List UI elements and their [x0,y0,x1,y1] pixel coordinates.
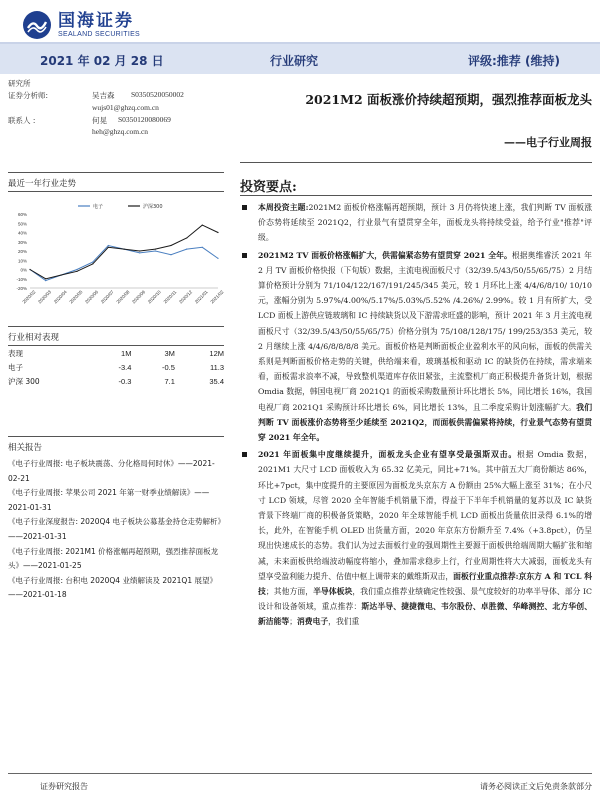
divider [240,162,592,163]
invest-heading: 投资要点: [240,180,297,195]
data-point [155,249,156,250]
para-text: 根据奥维睿沃 2021 年 2 月 TV 面板价格快报（下旬版）数据，主流电视面板尺寸（32/39.5/43/50/55/65/75）2 月结算价格预计分别为 71/104/122/167/191/245/345 美元，较 1 月环比上涨 4/4/6/8/10/ 10/10 元，涨幅分别为 5.97%/4.00%/5.17%/5.03%/5.52% /4.26%/ 2.99%。较 1 月有所扩大，受 LCD 面板上游供应链玻璃和 IC 持续缺货以及下游需求旺盛的影响，预计 2021 年 3 月主流电视面板尺寸（32/39.5/43/50/55/65/75）价格分别为 75/108/128/175/ 199/253/353 美元，较 2 月继续上涨 4/4/6/8/8/8/8 美元。面板价格是判断面板企业盈利水平的风向标，面板的供需关系则是判断面板价格走势的关键，供给端来看，玻璃基板和驱动 IC 的缺货仍在持续，需求端来看，面板需求浪率不减，导致整机渠道库存依旧紧张，主流整机厂商正积极提升备货计划，根据 Omdia 数据，韩国电视厂商 2021Q1 的面板采购数量预计环比增长 5%，同比增长 16%，我国电视厂商 2021Q1 采购预计环比增长 6%，同比增长 13%，且二季度采购计划涨幅扩大。 [258,250,592,412]
industry-trend-chart [8,200,224,310]
table-cell: 11.3 [209,362,224,372]
table-row [8,360,224,374]
related-report-link[interactable]: 《电子行业周报: 台积电 2020Q4 业绩解读及 2021Q1 展望》——2021-01-18 [8,575,217,600]
para-text: 根据 Omdia 数据，2021M1 大尺寸 LCD 面板收入为 65.32 亿美元，同比+71%。其中前五大厂商份额达 86%，环比+7pct，集中度提升的主要原因为面板龙头京东方 A 份额由 25%大幅上涨至 31%；在小尺寸 LCD 领域，尽管 2020 全年智能手机销量下滑，得益于下半年手机销量的复苏以及 IC 缺货背景下终端厂商的积极备货策略，2020 年全球智能手机 LCD 面板出货量依旧录得 6.1%的增长，此外，在智能手机 OLED 出货量方面，2020 年京东方份额升至 7.4%（+3.8pct），仍呈现出快速成长的态势。我们认为过去面板行业的强周期性主要源于面板供给端周期大幅扩张和缩减，未来面板供给端波动幅度将缩小，叠加需求稳步上行，行业周期性将大大减弱，面板龙头有望享受盈利能力提升、估值中枢上调带来的戴维斯双击， [258,450,592,581]
table-cell: -3.4 [118,362,132,372]
data-point [45,280,46,281]
para-emphasis: 消费电子 [296,617,329,627]
data-point [139,252,140,253]
x-tick-label: 2020/11 [162,289,178,305]
logo-en-text: SEALAND SECURITIES [58,31,141,38]
data-point [123,249,124,250]
table-header-cell: 1M [121,348,132,358]
y-tick-label: -10% [16,276,27,282]
para-emphasis: 半导体板块 [313,587,353,597]
company-logo [22,8,182,42]
table-header-cell: 3M [164,348,175,358]
data-point [217,232,218,233]
invest-paragraph [240,200,592,246]
report-rating: 评级:推荐 (维持) [468,54,560,68]
para-text: ，我们重 [328,617,360,627]
x-tick-label: 2020/04 [52,289,68,305]
x-tick-label: 2020/08 [115,289,131,305]
analyst-name: 吴吉森 [92,91,115,100]
logo-cn-text: 国海证券 [58,11,134,31]
data-point [92,263,93,264]
data-point [202,225,203,226]
y-tick-label: 20% [17,249,27,254]
y-tick-label: 40% [17,230,27,236]
trend-chart-svg [8,200,224,310]
series-line-csi300 [30,225,218,279]
divider [8,326,224,327]
footer-divider [8,773,592,774]
data-point [170,254,171,255]
invest-body [240,200,592,632]
x-tick-label: 2020/10 [146,289,162,305]
legend-label: 沪深300 [143,204,163,210]
report-category: 行业研究 [270,54,319,68]
x-tick-label: 2020/07 [99,289,115,305]
y-tick-label: 0% [20,267,27,273]
data-point [76,271,77,272]
bullet-icon [242,452,247,457]
related-report-link[interactable]: 《电子行业周报: 2021M1 价格涨幅再超预期，强烈推荐面板龙头》——2021-01-25 [8,546,219,571]
related-report-link[interactable]: 《电子行业深度报告: 2020Q4 电子板块公募基金持仓走势解析》——2021-01-31 [8,517,222,541]
data-point [45,278,46,279]
y-tick-label: 10% [17,258,27,264]
related-report-link[interactable]: 《电子行业周报: 电子板块震荡、分化格局何时休》——2021-02-21 [8,459,215,483]
related-reports-list [8,457,224,603]
x-tick-label: 2021/01 [193,289,209,305]
para-text: ； [289,617,297,627]
table-cell: -0.5 [161,362,175,372]
para-text: 2021M2 面板价格涨幅再超预期，预计 3 月仍将快速上涨，我们判断 TV 面板涨价态势将延续至 2021Q2，行业景气有望贯穿全年，面板龙头将持续受益，给予行业"推荐"评级。 [258,203,592,243]
analyst-email[interactable]: wujs01@ghzq.com.cn [92,103,159,112]
contact-cert: S0350120080069 [118,115,171,124]
para-emphasis: 面板行业重点推荐: [453,571,519,581]
divider [240,195,592,196]
bullet-icon [242,253,247,258]
data-point [108,247,109,248]
y-tick-label: 60% [17,212,27,217]
x-tick-label: 2020/06 [84,289,100,305]
contact-email[interactable]: heh@ghzq.com.cn [92,127,149,136]
related-report-link[interactable]: 《电子行业周报: 苹果公司 2021 年第一财季业绩解读》——2021-01-31 [8,488,210,512]
report-subtitle: ——电子行业周报 [504,136,592,149]
divider [8,172,224,173]
divider [8,436,224,437]
data-point [61,274,62,275]
para-lead: 2021 年面板集中度继续提升，面板龙头企业有望享受最强斯双击。 [258,450,517,460]
analyst-label: 证券分析师: [8,91,49,100]
contact-label: 联系人 : [8,116,36,125]
analyst-cert: S0350520050002 [131,90,184,99]
trend-heading: 最近一年行业走势 [8,179,77,189]
table-cell: 35.4 [209,376,224,386]
data-point [186,249,187,250]
contact-name: 何晃 [92,116,107,125]
stock-recommendation: 京东方 A 和 TCL 科技 [258,571,592,597]
invest-paragraph [240,447,592,629]
table-header-cell: 表现 [8,348,23,358]
x-tick-label: 2020/02 [21,289,37,305]
para-lead: 2021M2 TV 面板价格涨幅扩大，供需偏紧态势有望贯穿 2021 全年。 [258,250,512,260]
x-tick-label: 2020/09 [131,289,147,305]
data-point [155,250,156,251]
y-tick-label: 50% [17,221,27,227]
header-banner [0,42,600,74]
data-point [139,250,140,251]
data-point [29,269,30,270]
logo-mark-icon [22,10,52,40]
data-point [186,237,187,238]
report-date: 2021 年 02 月 28 日 [40,54,164,68]
para-lead: 本周投资主题: [258,203,309,212]
research-dept: 研究所 [8,79,31,88]
performance-table [8,346,224,388]
data-point [217,258,218,259]
y-tick-label: -20% [16,286,27,291]
table-cell: 沪深 300 [8,376,40,386]
table-header-row [8,346,224,360]
data-point [108,245,109,246]
data-point [170,245,171,246]
x-tick-label: 2021/02 [209,289,224,305]
data-point [92,262,93,263]
performance-heading: 行业相对表现 [8,333,60,343]
bullet-icon [242,205,247,210]
x-tick-label: 2020/12 [178,289,194,305]
footer-left-text: 证券研究报告 [40,782,88,791]
para-text: ，我们重点推荐业绩确定性较强、景气度较好的功率半导体、部分 IC 设计和设备领域，重点推荐： [258,587,593,612]
data-point [76,269,77,270]
report-title: 2021M2 面板涨价持续超预期，强烈推荐面板龙头 [305,92,592,107]
table-cell: 7.1 [164,376,175,386]
para-text: ；其他方面， [265,587,314,597]
footer-disclaimer: 请务必阅读正文后免责条款部分 [480,782,592,791]
table-row [8,374,224,388]
para-conclusion: 我们判断 TV 面板涨价态势将至少延续至 2021Q2，而面板供需偏紧将持续，行业景气态势有望贯穿 2021 年全年。 [258,402,592,443]
table-cell: -0.3 [118,376,132,386]
data-point [202,247,203,248]
x-tick-label: 2020/03 [37,289,53,305]
divider [8,191,224,192]
table-header-cell: 12M [209,348,224,358]
stock-recommendation: 斯达半导、捷捷微电、韦尔股份、卓胜微、华峰测控、北方华创、新洁能等 [258,602,593,627]
invest-paragraph [240,248,592,446]
x-tick-label: 2020/05 [68,289,84,305]
related-heading: 相关报告 [8,443,43,453]
table-cell: 电子 [8,362,23,372]
legend-label: 电子 [93,204,104,210]
y-tick-label: 30% [17,239,27,245]
